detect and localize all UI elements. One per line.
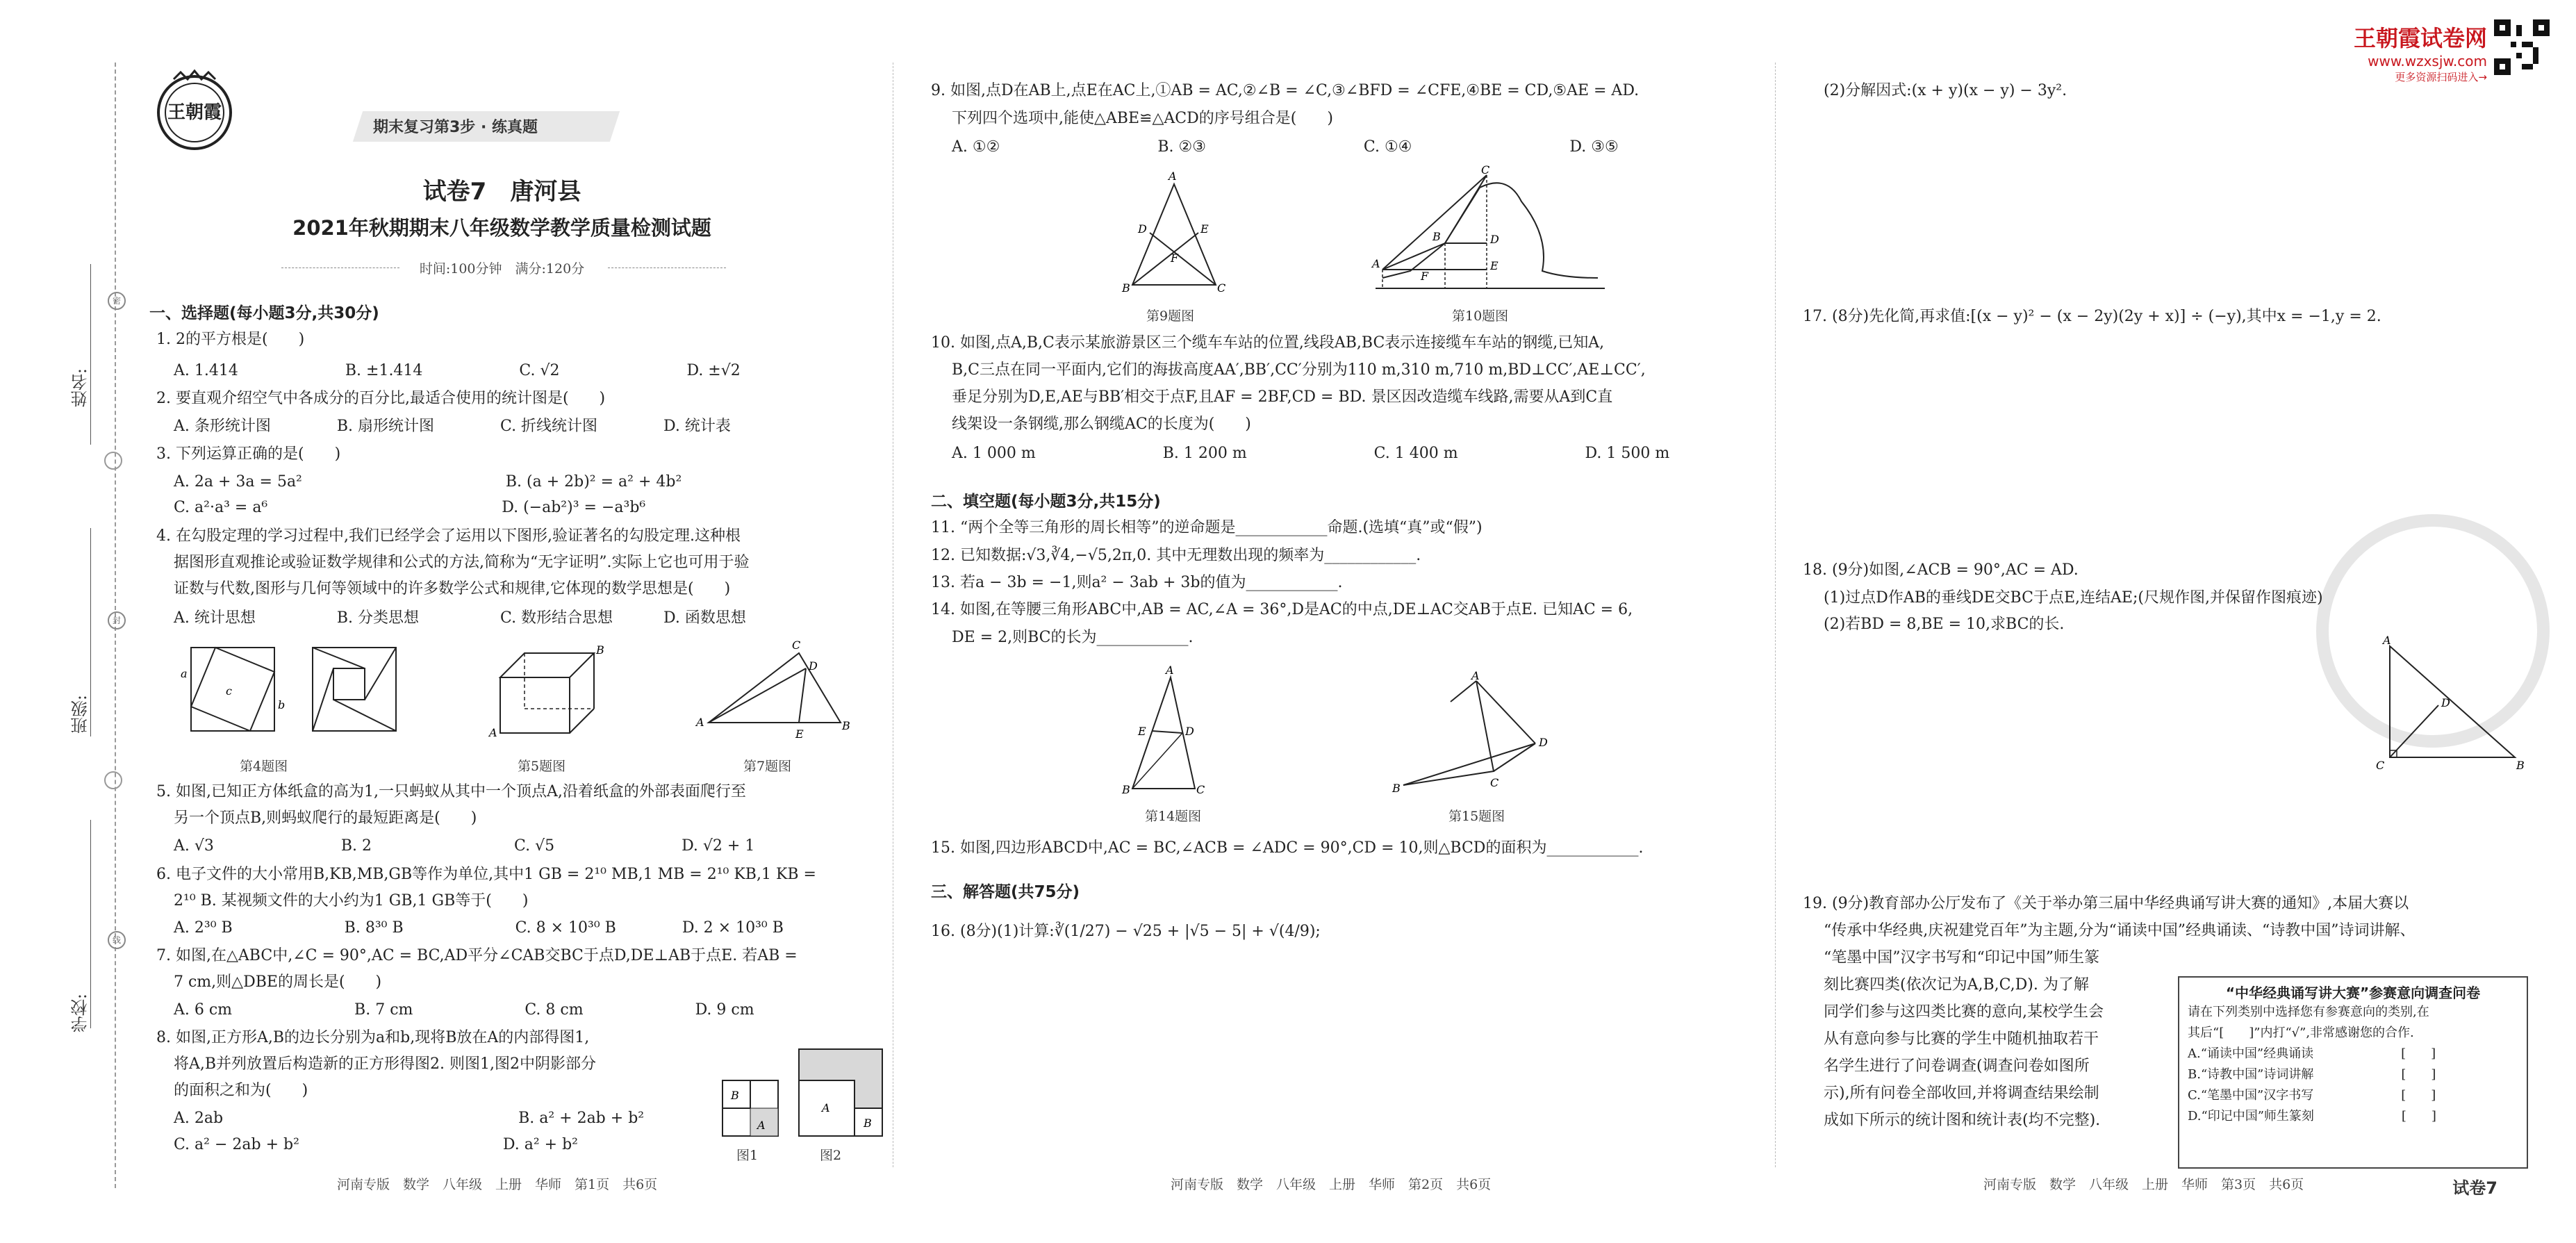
svg-text:C: C [2376,759,2385,772]
svg-text:E: E [795,727,804,741]
class-write-line [90,528,91,736]
survey-option: C.“笔墨中国”汉字书写 [ ] [2188,1088,2436,1103]
figure-caption: 图1 [736,1148,759,1163]
q4-figure-b [306,639,410,750]
question-line: DE = 2,则BC的长为____________. [952,629,1194,646]
question-line: 5. 如图,已知正方体纸盒的高为1,一只蚂蚁从其中一个顶点A,沿着纸盒的外部表面爬行至 [156,783,746,800]
survey-line: 请在下列类别中选择您有参赛意向的类别,在 [2188,1005,2429,1019]
figure-caption: 第5题图 [518,759,566,774]
svg-text:D: D [809,659,818,673]
options-line: A. 1.414 B. ±1.414 C. √2 D. ±√2 [174,362,741,379]
seal-ring [104,452,122,470]
header-strip-text: 期末复习第3步 · 练真题 [373,119,538,136]
meta-rule [608,267,726,268]
question-line: (2)若BD = 8,BE = 10,求BC的长. [1824,616,2065,633]
svg-text:b: b [278,698,286,711]
question-line: 10. 如图,点A,B,C表示某旅游景区三个缆车车站的位置,线段AB,BC表示连接缆车车站的钢缆,已知A, [931,334,1605,352]
q9-figure [1118,170,1230,295]
class-label: 班级: [71,695,90,734]
options-line: A. 2a + 3a = 5a² B. (a + 2b)² = a² + 4b² [174,473,682,491]
options-line: A. 6 cm B. 7 cm C. 8 cm D. 9 cm [174,1001,754,1019]
survey-option: A.“诵读中国”经典诵读 [ ] [2188,1046,2436,1061]
svg-text:A: A [1166,664,1174,677]
question-line: 从有意向参与比赛的学生中随机抽取若干 [1824,1030,2099,1048]
publisher-logo [153,69,236,160]
svg-text:A: A [1471,669,1480,682]
survey-box [2178,976,2528,1169]
question-line: B,C三点在同一平面内,它们的海拔高度AA′,BB′,CC′分别为110 m,310 m,710 m,BD⊥CC′,AE⊥CC′, [952,361,1646,379]
question-line: 6. 电子文件的大小常用B,KB,MB,GB等作为单位,其中1 GB = 2¹⁰ MB,1 MB = 2¹⁰ KB,1 KB = [156,866,816,883]
options-line: A. 2ab B. a² + 2ab + b² [174,1110,645,1127]
page-3 [1792,0,2563,1243]
svg-text:B: B [1433,230,1441,243]
question-line: 名学生进行了问卷调查(调查问卷如图所 [1824,1057,2090,1075]
page-2 [903,0,1765,1243]
svg-text:B: B [1122,281,1130,295]
q10-figure [1369,163,1612,299]
svg-text:C: C [1217,281,1226,295]
question-line: 3. 下列运算正确的是( ) [156,445,341,463]
question-line: (1)过点D作AB的垂线DE交BC于点E,连结AE;(尺规作图,并保留作图痕迹) [1824,589,2323,607]
svg-text:B: B [596,643,604,657]
options-line: A. 统计思想 B. 分类思想 C. 数形结合思想 D. 函数思想 [174,609,746,627]
figure-caption: 第14题图 [1145,809,1202,824]
page-1 [122,0,882,1243]
svg-text:F: F [1171,252,1179,265]
qr-code-icon[interactable] [2494,19,2550,75]
school-write-line [90,820,91,1028]
question-line: 线架设一条钢缆,那么钢缆AC的长度为( ) [952,415,1251,433]
question-line: 9. 如图,点D在AB上,点E在AC上,①AB = AC,②∠B = ∠C,③∠BFD = ∠CFE,④BE = CD,⑤AE = AD. [931,82,1640,99]
svg-text:C: C [1481,163,1490,176]
svg-text:F: F [1421,270,1429,283]
options-line: A. √3 B. 2 C. √5 D. √2 + 1 [174,837,755,855]
question-line: 19. (9分)教育部办公厅发布了《关于举办第三届中华经典诵写讲大赛的通知》,本届大赛以 [1803,895,2409,912]
options-line: C. a² − 2ab + b² D. a² + b² [174,1136,579,1153]
seal-mark: 线 [108,931,126,949]
svg-text:C: C [1490,776,1499,789]
svg-text:A: A [757,1119,766,1132]
q18-figure [2362,634,2525,775]
question-line: 7 cm,则△DBE的周长是( ) [174,973,382,991]
svg-text:D: D [1539,736,1548,749]
name-write-line [90,264,91,445]
seal-ring [104,771,122,789]
svg-text:B: B [2516,759,2525,772]
question-line: 下列四个选项中,能使△ABE≌△ACD的序号组合是( ) [952,110,1333,127]
name-label: 姓名: [71,368,90,408]
survey-line: 其后“[ ]”内打“√”,非常感谢您的合作. [2188,1026,2414,1040]
svg-text:c: c [226,684,232,698]
paper-meta: 时间:100分钟 满分:120分 [419,261,585,277]
question-line: 15. 如图,四边形ABCD中,AC = BC,∠ACB = ∠ADC = 90°,CD = 10,则△BCD的面积为____________. [931,839,1644,857]
svg-text:A: A [1372,257,1380,270]
svg-text:C: C [792,639,801,652]
question-line: 垂足分别为D,E,AE与BB′相交于点F,且AF = 2BF,CD = BD. 景区因改造缆车线路,需要从A到C直 [952,388,1613,406]
svg-text:D: D [1185,725,1194,738]
brand-name: 王朝霞试卷网 [2353,25,2487,51]
question-line: 12. 已知数据:√3,∛4,−√5,2π,0. 其中无理数出现的频率为____________. [931,547,1421,564]
svg-text:E: E [1138,725,1146,738]
svg-text:B: B [864,1117,872,1130]
question-line: 示),所有问卷全部收回,并将调查结果绘制 [1824,1085,2099,1102]
svg-text:E: E [1490,259,1498,272]
svg-text:C: C [1196,783,1205,796]
figure-caption: 第9题图 [1146,308,1195,324]
survey-title: “中华经典诵写讲大赛”参赛意向调查问卷 [2225,985,2481,1001]
question-line: 据图形直观推论或验证数学规律和公式的方法,简称为“无字证明”.实际上它也可用于验 [174,554,750,571]
question-line: 成如下所示的统计图和统计表(均不完整). [1824,1112,2101,1129]
svg-text:B: B [1392,782,1401,795]
question-line: 同学们参与这四类比赛的意向,某校学生会 [1824,1003,2104,1021]
question-line: 的面积之和为( ) [174,1082,308,1099]
page-divider [1775,63,1776,1167]
brand-block [2354,21,2487,84]
paper-title: 试卷7 唐河县 [422,178,581,206]
svg-text:D: D [2441,696,2450,709]
question-line: 11. “两个全等三角形的周长相等”的逆命题是____________命题.(选填“真”或“假”) [931,519,1483,536]
q14-figure [1118,664,1209,796]
question-line: 14. 如图,在等腰三角形ABC中,AB = AC,∠A = 36°,D是AC的中点,DE⊥AC交AB于点E. 已知AC = 6, [931,601,1633,618]
question-line: “笔墨中国”汉字书写和“印记中国”师生篆 [1824,949,2099,966]
question-line: 8. 如图,正方形A,B的边长分别为a和b,现将B放在A的内部得图1, [156,1029,590,1046]
question-line: 16. (8分)(1)计算:∛(1/27) − √25 + |√5 − 5| + √(4/9); [931,923,1321,940]
seal-mark: 封 [108,611,126,629]
paper-badge: 试卷7 [2452,1178,2497,1198]
figure-caption: 第15题图 [1448,809,1505,824]
svg-text:a: a [181,667,188,680]
question-line: 1. 2的平方根是( ) [156,331,305,348]
question-line: 13. 若a − 3b = −1,则a² − 3ab + 3b的值为____________. [931,574,1343,591]
school-label: 学校: [71,994,90,1033]
q5-cube-figure [486,643,611,740]
figure-caption: 第4题图 [240,759,288,774]
question-line: 刻比赛四类(依次记为A,B,C,D). 为了解 [1824,976,2089,994]
paper-subtitle: 2021年秋期期末八年级数学教学质量检测试题 [292,216,711,240]
section-heading: 一、选择题(每小题3分,共30分) [149,304,379,322]
svg-text:E: E [1200,222,1209,236]
svg-text:B: B [842,719,850,732]
figure-caption: 第7题图 [743,759,792,774]
question-line: 4. 在勾股定理的学习过程中,我们已经学会了运用以下图形,验证著名的勾股定理.这种根 [156,527,741,545]
svg-text:A: A [489,726,497,739]
question-line: “传承中华经典,庆祝建党百年”为主题,分为“诵读中国”经典诵读、“诗教中国”诗词讲解、 [1824,922,2416,939]
question-line: 另一个顶点B,则蚂蚁爬行的最短距离是( ) [174,809,477,827]
svg-text:A: A [696,716,704,729]
svg-text:B: B [1122,783,1130,796]
question-line: 2. 要直观介绍空气中各成分的百分比,最适合使用的统计图是( ) [156,390,606,407]
brand-slogan: 更多资源扫码进入→ [2395,71,2487,83]
q15-figure [1389,669,1556,799]
question-line: 17. (8分)先化简,再求值:[(x − y)² − (x − 2y)(2y + x)] ÷ (−y),其中x = −1,y = 2. [1803,308,2381,325]
options-line: A. ①② B. ②③ C. ①④ D. ③⑤ [952,138,1619,156]
question-line: 18. (9分)如图,∠ACB = 90°,AC = AD. [1803,561,2079,579]
svg-text:A: A [1169,170,1177,183]
meta-rule [281,267,399,268]
question-line: 证数与代数,图形与几何等领域中的许多数学公式和规律,它体现的数学思想是( ) [174,580,731,598]
options-line: A. 2³⁰ B B. 8³⁰ B C. 8 × 10³⁰ B D. 2 × 10³⁰ B [174,919,784,937]
figure-caption: 第10题图 [1452,308,1509,324]
options-line: A. 条形统计图 B. 扇形统计图 C. 折线统计图 D. 统计表 [174,418,731,435]
survey-option: D.“印记中国”师生篆刻 [ ] [2188,1109,2436,1123]
q8-figures [719,1042,886,1143]
options-line: A. 1 000 m B. 1 200 m C. 1 400 m D. 1 500 m [952,445,1670,462]
seal-mark: 密 [108,292,126,310]
question-line: 7. 如图,在△ABC中,∠C = 90°,AC = BC,AD平分∠CAB交BC于点D,DE⊥AB于点E. 若AB = [156,947,798,964]
q4-figure-a [177,639,316,750]
svg-text:A: A [2383,634,2391,647]
page-footer: 河南专版 数学 八年级 上册 华师 第1页 共6页 [337,1177,658,1192]
survey-option: B.“诗教中国”诗词讲解 [ ] [2188,1067,2436,1082]
svg-text:王朝霞: 王朝霞 [167,102,222,123]
brand-url[interactable]: www.wzxsjw.com [2368,53,2487,69]
section-heading: 二、填空题(每小题3分,共15分) [931,493,1161,511]
svg-text:A: A [822,1101,830,1114]
options-line: C. a²·a³ = a⁶ D. (−ab²)³ = −a³b⁶ [174,499,646,516]
svg-text:B: B [731,1089,739,1102]
page-footer: 河南专版 数学 八年级 上册 华师 第2页 共6页 [1171,1177,1492,1192]
page-footer: 河南专版 数学 八年级 上册 华师 第3页 共6页 [1983,1177,2304,1192]
figure-caption: 图2 [820,1148,842,1163]
section-heading: 三、解答题(共75分) [931,883,1080,901]
q7-triangle-figure [695,639,854,743]
question-line: 2¹⁰ B. 某视频文件的大小约为1 GB,1 GB等于( ) [174,892,529,909]
question-line: 将A,B并列放置后构造新的正方形得图2. 则图1,图2中阴影部分 [174,1055,597,1073]
svg-text:D: D [1490,233,1499,246]
svg-text:D: D [1138,222,1147,236]
question-line: (2)分解因式:(x + y)(x − y) − 3y². [1824,82,2067,99]
